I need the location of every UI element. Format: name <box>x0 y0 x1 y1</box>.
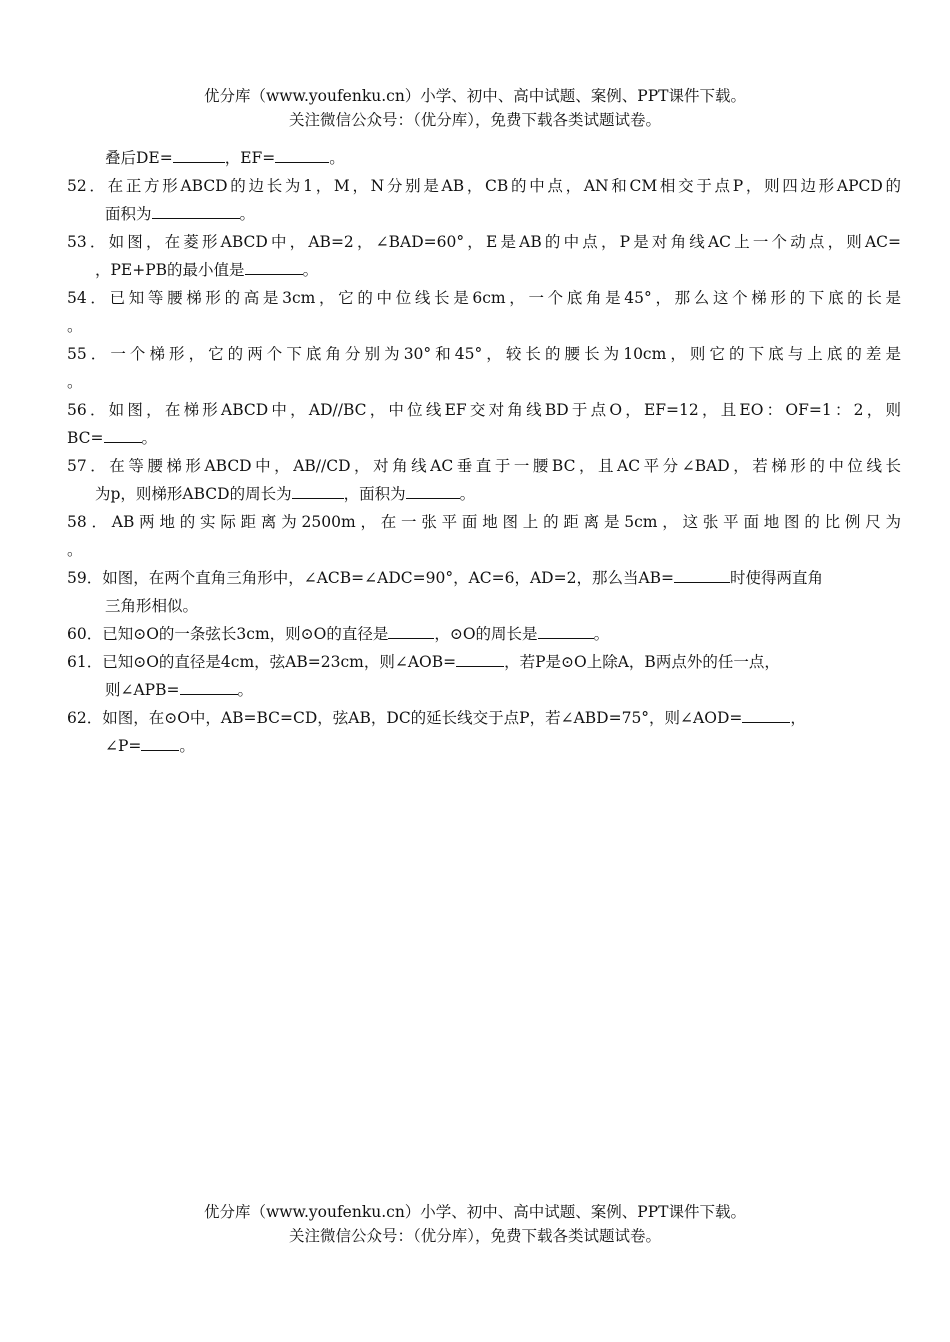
page-header <box>0 84 950 132</box>
footer-line-1: 优分库（www.youfenku.cn）小学、初中、高中试题、案例、PPT课件下载。 <box>203 1203 747 1221</box>
answer-blank <box>292 482 344 499</box>
answer-blank <box>456 650 504 667</box>
question-53: 53．如图，在菱形ABCD中，AB=2，∠BAD=60°，E是AB的中点，P是对角线AC上一个动点，则AC= ，PE+PB的最小值是 。 <box>67 233 901 279</box>
answer-blank <box>538 622 594 639</box>
question-60: 60．已知⊙O的一条弦长3cm，则⊙O的直径是 ，⊙O的周长是 。 <box>67 620 901 648</box>
question-57: 57．在等腰梯形ABCD中，AB//CD，对角线AC垂直于一腰BC，且AC平分∠BAD，若梯形的中位线长 为p，则梯形ABCD的周长为 ，面积为 。 <box>67 457 901 503</box>
answer-blank <box>742 706 790 723</box>
header-line-1: 优分库（www.youfenku.cn）小学、初中、高中试题、案例、PPT课件下载。 <box>203 87 747 105</box>
footer-line-2: 关注微信公众号：（优分库），免费下载各类试题试卷。 <box>288 1227 661 1245</box>
question-54: 54．已知等腰梯形的高是3cm，它的中位线长是6cm，一个底角是45°，那么这个梯形的下底的长是 。 <box>67 289 901 335</box>
answer-blank <box>152 202 240 219</box>
question-list <box>67 144 901 760</box>
answer-blank <box>141 734 179 751</box>
question-55: 55．一个梯形，它的两个下底角分别为30°和45°，较长的腰长为10cm，则它的下底与上底的差是 。 <box>67 345 901 391</box>
question-61: 61．已知⊙O的直径是4cm，弦AB=23cm，则∠AOB= ，若P是⊙O上除A，B两点外的任一点， 则∠APB= 。 <box>67 648 901 704</box>
question-51-tail: 叠后DE= ，EF= 。 <box>67 144 901 172</box>
question-62: 62．如图，在⊙O中，AB=BC=CD，弦AB，DC的延长线交于点P，若∠ABD=75°，则∠AOD= ， ∠P= 。 <box>67 704 901 760</box>
answer-blank <box>674 566 730 583</box>
answer-blank <box>275 146 329 163</box>
question-58: 58．AB两地的实际距离为2500m，在一张平面地图上的距离是5cm，这张平面地图的比例尺为 。 <box>67 513 901 559</box>
question-52: 52．在正方形ABCD的边长为1，M，N分别是AB，CB的中点，AN和CM相交于点P，则四边形APCD的 面积为 。 <box>67 177 901 223</box>
question-59: 59．如图，在两个直角三角形中，∠ACB=∠ADC=90°，AC=6，AD=2，那么当AB= 时使得两直角 三角形相似。 <box>67 564 901 620</box>
answer-blank <box>180 678 238 695</box>
answer-blank <box>104 426 142 443</box>
answer-blank <box>406 482 460 499</box>
answer-blank <box>173 146 225 163</box>
answer-blank <box>245 258 303 275</box>
page-footer <box>0 1200 950 1248</box>
answer-blank <box>388 622 434 639</box>
question-56: 56．如图，在梯形ABCD中，AD//BC，中位线EF交对角线BD于点O，EF=12，且EO：OF=1：2，则 BC= 。 <box>67 401 901 447</box>
header-line-2: 关注微信公众号：（优分库），免费下载各类试题试卷。 <box>288 111 661 129</box>
